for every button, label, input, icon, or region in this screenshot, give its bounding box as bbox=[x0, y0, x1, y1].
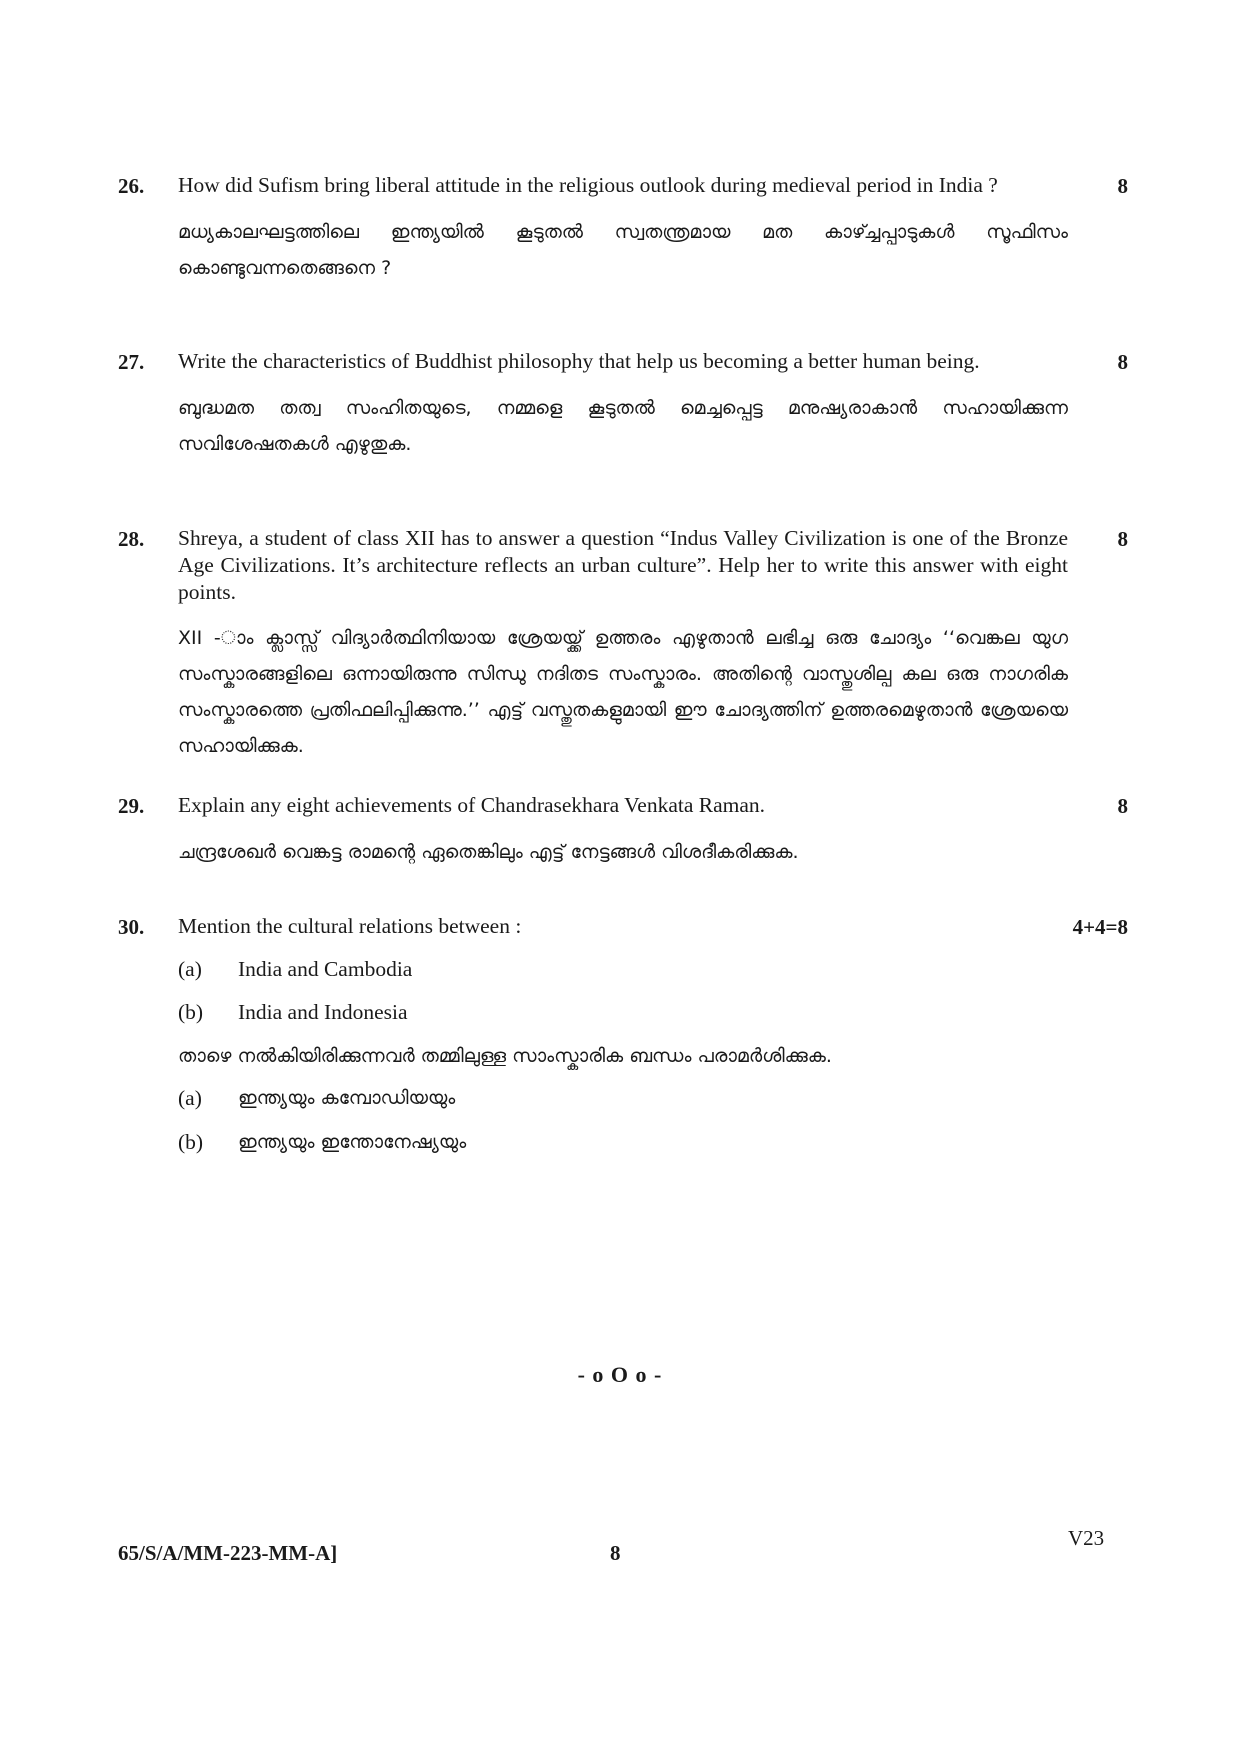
sub-question-b-ml bbox=[178, 1128, 1128, 1156]
sub-label: (b) bbox=[178, 1000, 204, 1024]
question-number: 26. bbox=[118, 174, 145, 198]
sub-text: ഇന്ത്യയും കമ്പോഡിയയും bbox=[238, 1087, 456, 1109]
question-marks: 8 bbox=[1117, 527, 1128, 551]
question-30 bbox=[118, 913, 1128, 1156]
question-text-ml: താഴെ നൽകിയിരിക്കുന്നവർ തമ്മിലുള്ള സാംസ്കാരിക ബന്ധം പരാമർശിക്കുക. bbox=[178, 1045, 832, 1067]
question-text-en: Write the characteristics of Buddhist philosophy that help us becoming a better human being. bbox=[178, 349, 980, 373]
question-text-en: How did Sufism bring liberal attitude in the religious outlook during medieval period in India ? bbox=[178, 173, 998, 197]
sub-question-b-en bbox=[178, 998, 1128, 1026]
question-marks: 4+4=8 bbox=[1072, 915, 1128, 939]
question-text-ml: മധ്യകാലഘട്ടത്തിലെ ഇന്ത്യയിൽ കൂടുതൽ സ്വതന്ത്രമായ മത കാഴ്ച്ചപ്പാടുകൾ സൂഫിസം കൊണ്ടുവന്നതെങ്ങനെ ? bbox=[178, 221, 1068, 279]
page-number: 8 bbox=[610, 1541, 621, 1565]
question-number: 29. bbox=[118, 794, 145, 818]
question-number: 30. bbox=[118, 915, 145, 939]
question-27 bbox=[118, 348, 1128, 462]
question-text-en: Shreya, a student of class XII has to answer a question “Indus Valley Civilization is one of the Bronze Age Civilizations. It’s architecture reflects an urban culture”. Help her to write this answer with eight points. bbox=[178, 526, 1068, 604]
question-28 bbox=[118, 525, 1128, 764]
question-marks: 8 bbox=[1117, 350, 1128, 374]
sub-label: (b) bbox=[178, 1130, 204, 1154]
sub-text: India and Cambodia bbox=[238, 957, 413, 981]
sub-label: (a) bbox=[178, 1086, 202, 1110]
sub-text: ഇന്ത്യയും ഇന്തോനേഷ്യയും bbox=[238, 1131, 467, 1153]
question-text-ml: ബുദ്ധമത തത്വ സംഹിതയുടെ, നമ്മളെ കൂടുതൽ മെച്ചപ്പെട്ട മനുഷ്യരാകാൻ സഹായിക്കുന്ന സവിശേഷതകൾ എഴുതുക. bbox=[178, 397, 1068, 455]
question-26 bbox=[118, 172, 1128, 286]
paper-code: 65/S/A/MM-223-MM-A] bbox=[118, 1541, 338, 1565]
end-of-paper-symbol: - o O o - bbox=[577, 1362, 663, 1387]
question-marks: 8 bbox=[1117, 794, 1128, 818]
question-text-en: Explain any eight achievements of Chandrasekhara Venkata Raman. bbox=[178, 793, 766, 817]
question-number: 28. bbox=[118, 527, 145, 551]
question-text-ml: XII -ാം ക്ലാസ്സ് വിദ്യാർത്ഥിനിയായ ശ്രേയയ്ക്ക് ഉത്തരം എഴുതാൻ ലഭിച്ച ഒരു ചോദ്യം ‘‘വെങ്കല യുഗ സംസ്കാരങ്ങളിലെ ഒന്നായിരുന്നു സിന്ധു നദിതട സംസ്കാരം. അതിന്റെ വാസ്തുശില്പ കല ഒരു നാഗരിക സംസ്കാരത്തെ പ്രതിഫലിപ്പിക്കുന്നു.’’ എട്ട് വസ്തുതകളുമായി ഈ ചോദ്യത്തിന് ഉത്തരമെഴുതാൻ ശ്രേയയെ സഹായിക്കുക. bbox=[178, 627, 1068, 757]
sub-text: India and Indonesia bbox=[238, 1000, 408, 1024]
question-29 bbox=[118, 792, 1128, 870]
question-marks: 8 bbox=[1117, 174, 1128, 198]
question-number: 27. bbox=[118, 350, 145, 374]
version-label: V23 bbox=[1068, 1526, 1105, 1550]
question-text-en: Mention the cultural relations between : bbox=[178, 914, 522, 938]
sub-question-a-ml bbox=[178, 1084, 1128, 1112]
sub-label: (a) bbox=[178, 957, 202, 981]
question-text-ml: ചന്ദ്രശേഖർ വെങ്കട്ട രാമന്റെ ഏതെങ്കിലും എട്ട് നേട്ടങ്ങൾ വിശദീകരിക്കുക. bbox=[178, 841, 799, 863]
sub-question-a-en bbox=[178, 955, 1128, 983]
